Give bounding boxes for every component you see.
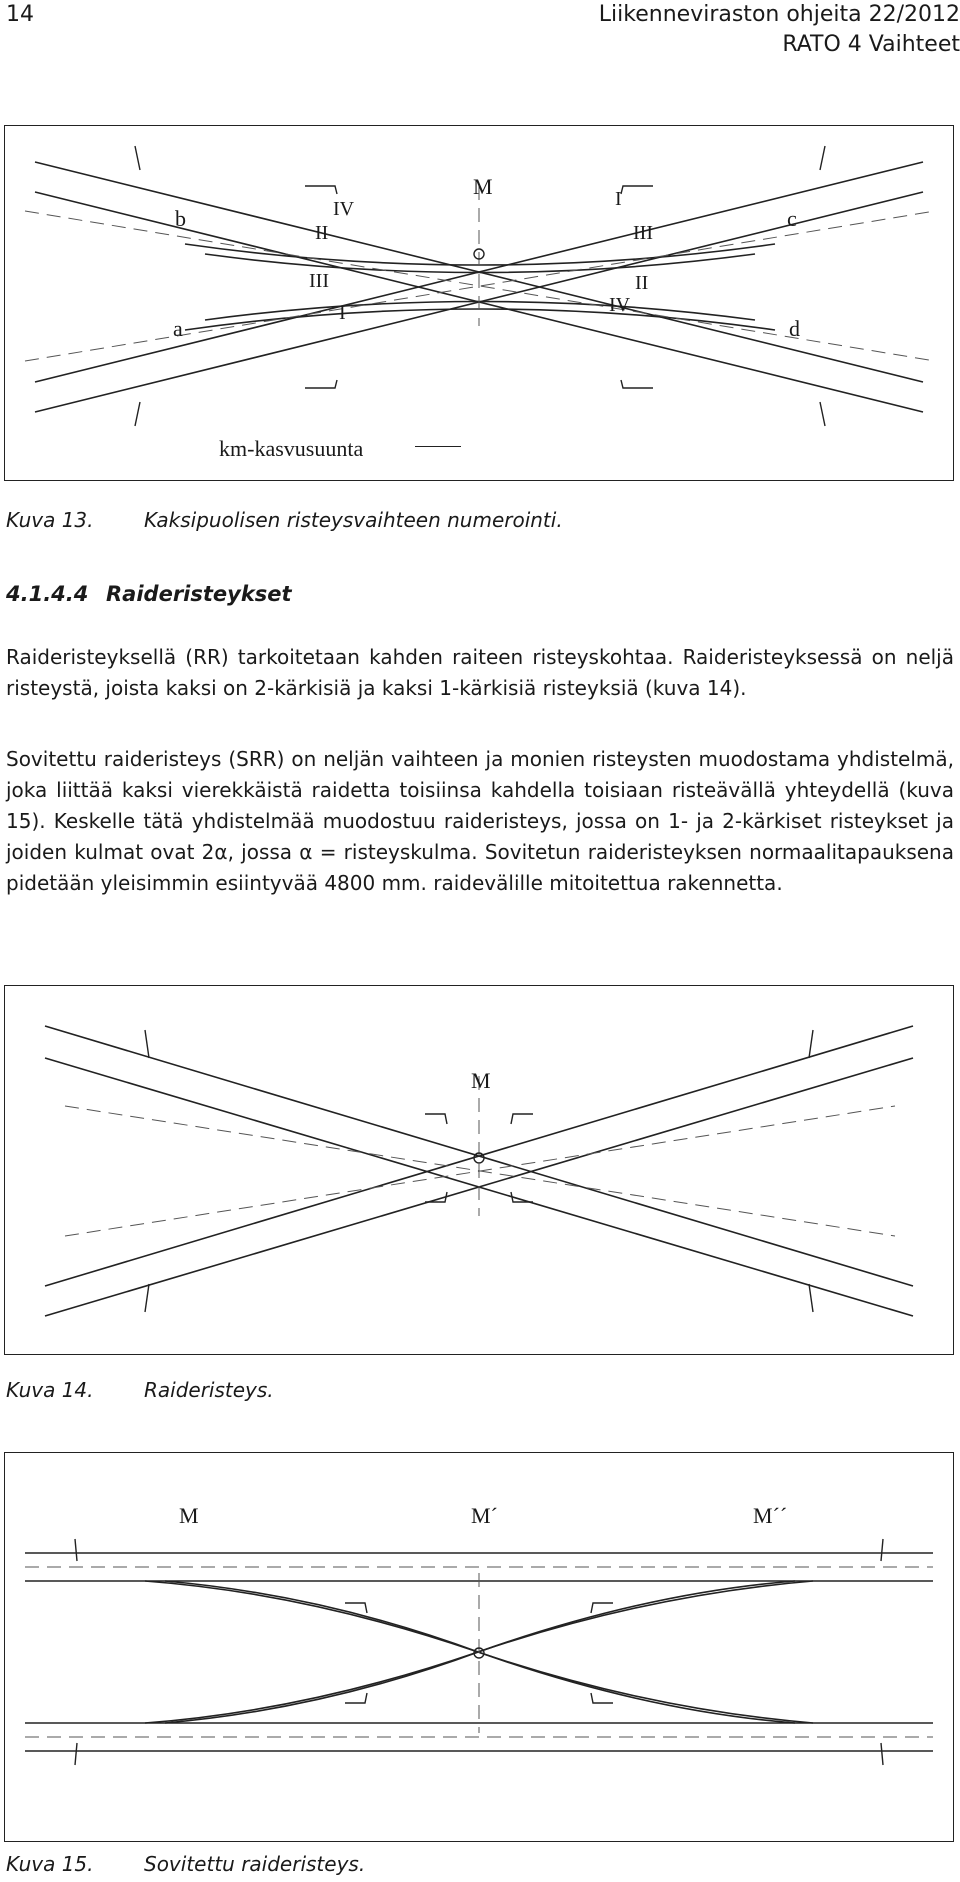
- label-d: d: [789, 316, 800, 341]
- label-iv-bottom: IV: [609, 294, 631, 316]
- paragraph-1: Raideristeyksellä (RR) tarkoitetaan kahden raiteen risteyskohtaa. Raideristeyksessä on neljä risteystä, joista kaksi on 2-kärkisiä ja kaksi 1-kärkisiä risteyksiä (kuva 14).: [6, 645, 954, 700]
- label-m-prime: M´: [471, 1503, 498, 1528]
- section-heading: [6, 582, 292, 606]
- label-m-double-prime: M´´: [753, 1503, 788, 1528]
- label-a: a: [173, 316, 183, 341]
- crossing-diagram-svg: [5, 986, 953, 1354]
- label-m: M: [471, 1068, 491, 1093]
- figure-13-caption-text: Kaksipuolisen risteysvaihteen numerointi.: [144, 508, 563, 532]
- label-c: c: [787, 206, 797, 231]
- direction-arrow-icon: [415, 446, 461, 447]
- figure-15-caption-number: Kuva 15.: [6, 1852, 94, 1876]
- label-i-bottom: I: [339, 302, 346, 324]
- section-title: Raideristeykset: [106, 582, 292, 606]
- figure-15-caption: [6, 1852, 365, 1876]
- label-m: M: [179, 1503, 199, 1528]
- label-b: b: [175, 206, 186, 231]
- figure-14-diagram: [4, 985, 954, 1355]
- figure-14-caption-number: Kuva 14.: [6, 1378, 94, 1402]
- figure-15-diagram: [4, 1452, 954, 1842]
- figure-15-caption-text: Sovitettu raideristeys.: [144, 1852, 366, 1876]
- label-iii-bottom: III: [309, 270, 329, 292]
- publication-subtitle: RATO 4 Vaihteet: [782, 32, 960, 57]
- label-iv-top: IV: [333, 198, 355, 220]
- label-ii-bottom: II: [635, 272, 649, 294]
- figure-14-caption-text: Raideristeys.: [144, 1378, 274, 1402]
- figure-14-caption: [6, 1378, 274, 1402]
- figure-13-diagram: [4, 125, 954, 481]
- figure-13-caption-number: Kuva 13.: [6, 508, 94, 532]
- label-m: M: [473, 174, 493, 199]
- label-iii-top: III: [633, 222, 653, 244]
- page-number: 14: [6, 2, 34, 27]
- figure-13-caption: [6, 508, 563, 532]
- publication-title: Liikenneviraston ohjeita 22/2012: [598, 2, 960, 27]
- direction-label: km-kasvusuunta: [219, 436, 364, 461]
- label-ii-top: II: [315, 222, 329, 244]
- paragraph-2: Sovitettu raideristeys (SRR) on neljän vaihteen ja monien risteysten muodostama yhdistelmä, joka liittää kaksi vierekkäistä raidetta toisiinsa kahdella toisiaan risteävällä yhteydellä (kuva 15). Keskelle tätä yhdistelmää muodostuu raideristeys, jossa on 1- ja 2-kärkiset risteykset ja joiden kulmat ovat 2α, jossa α = risteyskulma. Sovitetun raideristeyksen normaalitapauksena pidetään yleisimmin esiintyvää 4800 mm. raidevälille mitoitettua rakennetta.: [6, 747, 954, 895]
- label-i-top: I: [615, 188, 622, 210]
- section-number: 4.1.4.4: [6, 582, 89, 606]
